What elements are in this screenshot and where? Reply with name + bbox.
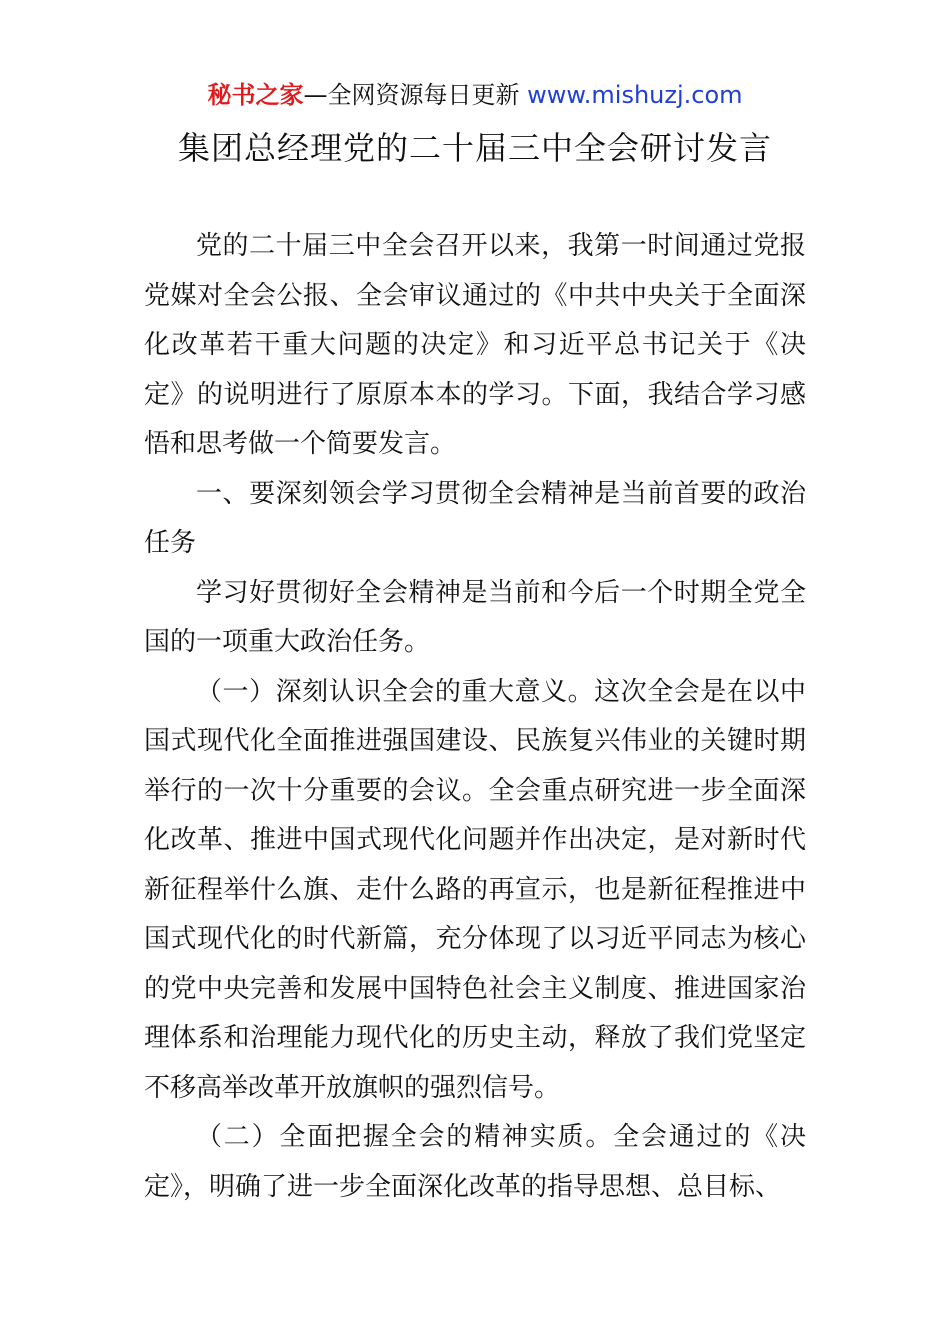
site-slogan: —全网资源每日更新 [303, 81, 528, 109]
paragraph-intro: 党的二十届三中全会召开以来，我第一时间通过党报党媒对全会公报、全会审议通过的《中共中央关于全面深化改革若干重大问题的决定》和习近平总书记关于《决定》的说明进行了原原本本的学习。下面，我结合学习感悟和思考做一个简要发言。 [144, 231, 806, 459]
paragraph-subsection-2: （二）全面把握全会的精神实质。全会通过的《决定》，明确了进一步全面深化改革的指导思想、总目标、 [144, 1122, 806, 1202]
paragraph-section-1: 学习好贯彻好全会精神是当前和今后一个时期全党全国的一项重大政治任务。 [144, 577, 806, 657]
brand-name: 秘书之家 [207, 81, 304, 109]
document-title: 集团总经理党的二十届三中全会研讨发言 [177, 129, 772, 167]
section-heading-1: 一、要深刻领会学习贯彻全会精神是当前首要的政治任务 [144, 478, 806, 558]
site-header [0, 78, 950, 112]
paragraph-subsection-1: （一）深刻认识全会的重大意义。这次全会是在以中国式现代化全面推进强国建设、民族复兴伟业的关键时期举行的一次十分重要的会议。全会重点研究进一步全面深化改革、推进中国式现代化问题并作出决定，是对新时代新征程举什么旗、走什么路的再宣示，也是新征程推进中国式现代化的时代新篇，充分体现了以习近平同志为核心的党中央完善和发展中国特色社会主义制度、推进国家治理体系和治理能力现代化的历史主动，释放了我们党坚定不移高举改革开放旗帜的强烈信号。 [144, 676, 806, 1103]
document-body [144, 222, 806, 1212]
site-url-link[interactable]: www.mishuzj.com [527, 81, 743, 109]
